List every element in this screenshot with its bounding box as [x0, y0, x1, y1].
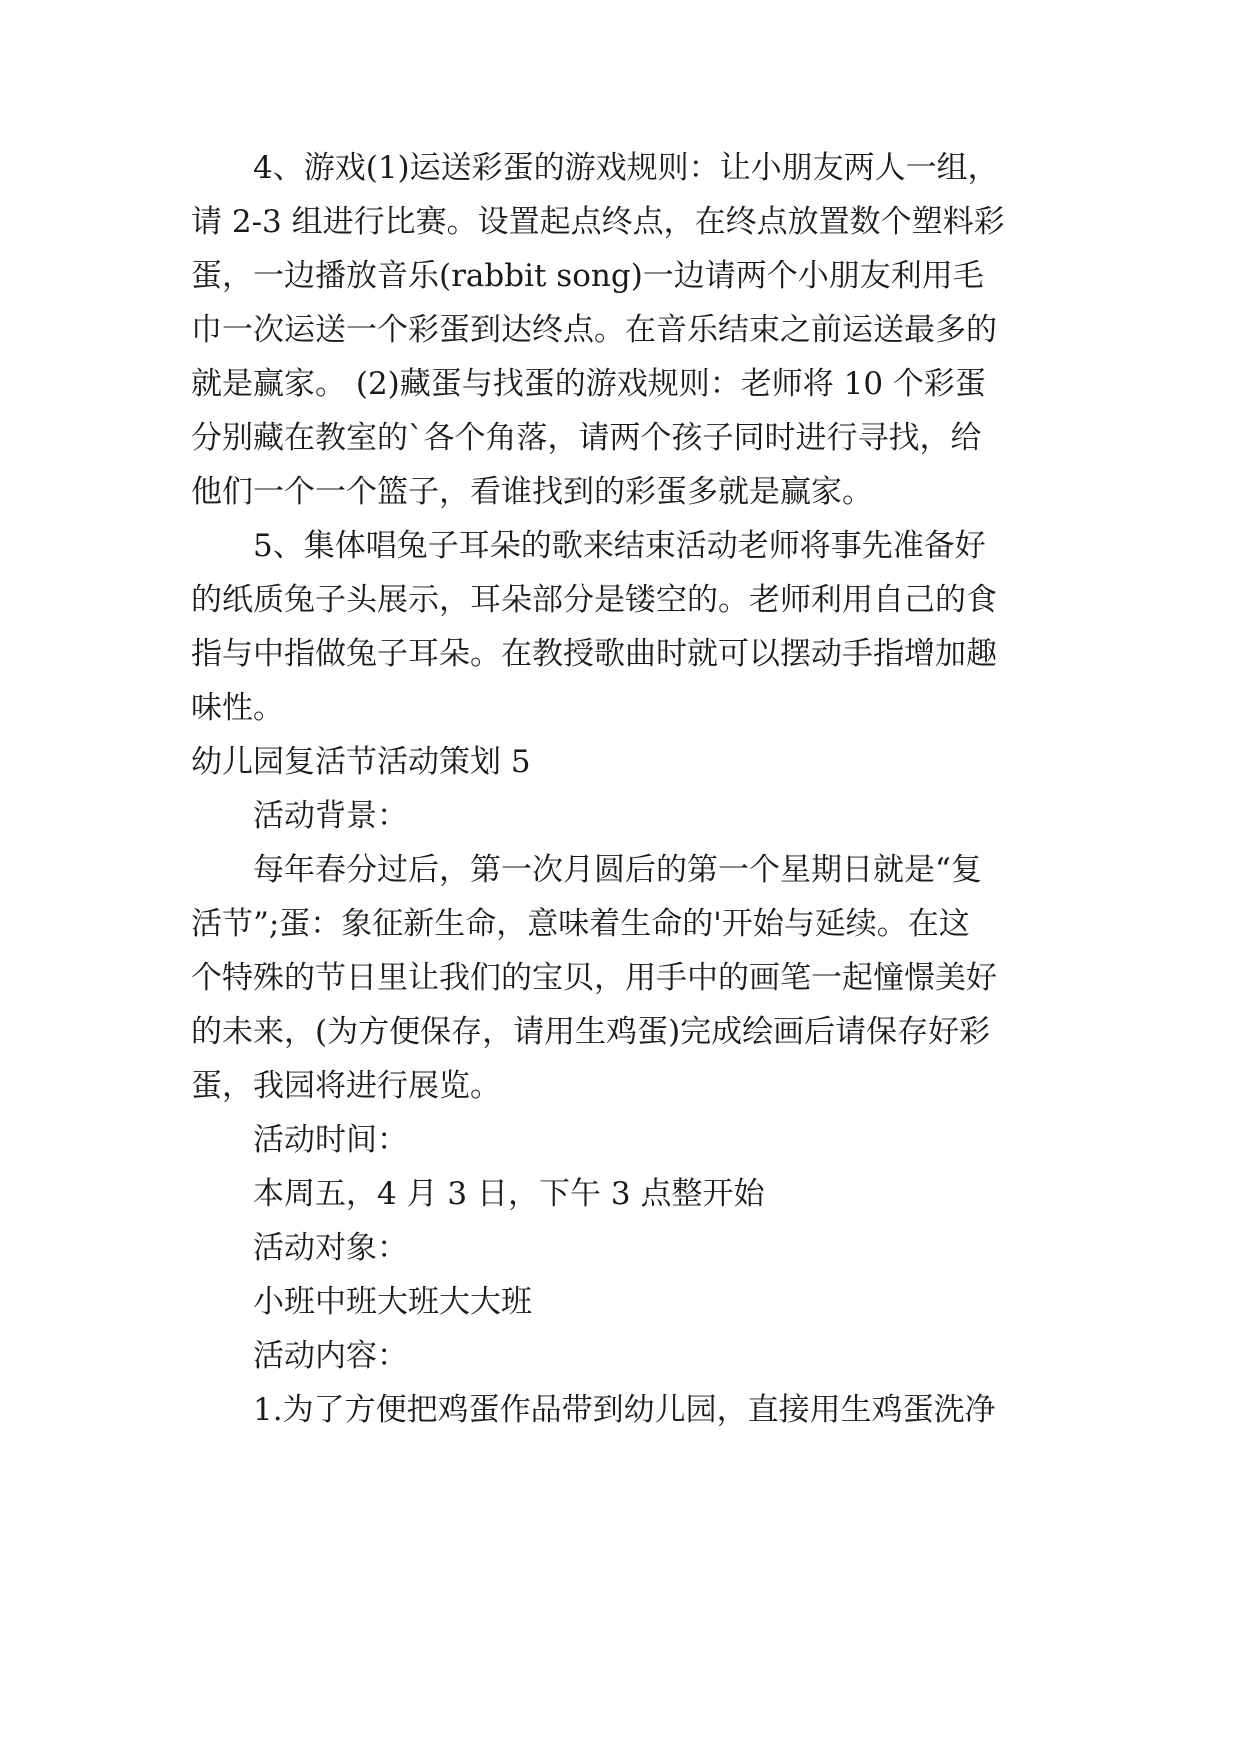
paragraph-line: 本周五，4 月 3 日，下午 3 点整开始 [253, 1176, 765, 1212]
section-heading: 活动背景： [253, 798, 408, 834]
paragraph-line: 请 2-3 组进行比赛。设置起点终点，在终点放置数个塑料彩 [191, 204, 1005, 240]
paragraph-line: 的纸质兔子头展示，耳朵部分是镂空的。老师利用自己的食 [191, 582, 997, 618]
paragraph-line: 每年春分过后，第一次月圆后的第一个星期日就是“复 [253, 852, 982, 888]
paragraph-line: 蛋，一边播放音乐(rabbit song)一边请两个小朋友利用毛 [191, 258, 984, 294]
section-heading: 活动对象： [253, 1230, 408, 1266]
paragraph-line: 小班中班大班大大班 [253, 1284, 532, 1320]
paragraph-line: 1.为了方便把鸡蛋作品带到幼儿园，直接用生鸡蛋洗净 [253, 1392, 996, 1428]
paragraph-line: 4、游戏(1)运送彩蛋的游戏规则：让小朋友两人一组， [253, 150, 999, 186]
paragraph-line: 活节”;蛋：象征新生命，意味着生命的'开始与延续。在这 [191, 906, 970, 942]
paragraph-line: 个特殊的节日里让我们的宝贝，用手中的画笔一起憧憬美好 [191, 960, 997, 996]
paragraph-line: 5、集体唱兔子耳朵的歌来结束活动老师将事先准备好 [253, 528, 986, 564]
paragraph-line: 蛋，我园将进行展览。 [191, 1068, 501, 1104]
paragraph-line: 指与中指做兔子耳朵。在教授歌曲时就可以摆动手指增加趣 [191, 636, 997, 672]
paragraph-line: 的未来，(为方便保存，请用生鸡蛋)完成绘画后请保存好彩 [191, 1014, 991, 1050]
section-heading: 活动时间： [253, 1122, 408, 1158]
paragraph-line: 他们一个一个篮子，看谁找到的彩蛋多就是赢家。 [191, 474, 873, 510]
paragraph-line: 巾一次运送一个彩蛋到达终点。在音乐结束之前运送最多的 [191, 312, 997, 348]
paragraph-line: 分别藏在教室的`各个角落，请两个孩子同时进行寻找，给 [191, 420, 982, 456]
section-heading: 活动内容： [253, 1338, 408, 1374]
section-title: 幼儿园复活节活动策划 5 [191, 744, 531, 780]
paragraph-line: 味性。 [191, 690, 284, 726]
paragraph-line: 就是赢家。 (2)藏蛋与找蛋的游戏规则：老师将 10 个彩蛋 [191, 366, 986, 402]
